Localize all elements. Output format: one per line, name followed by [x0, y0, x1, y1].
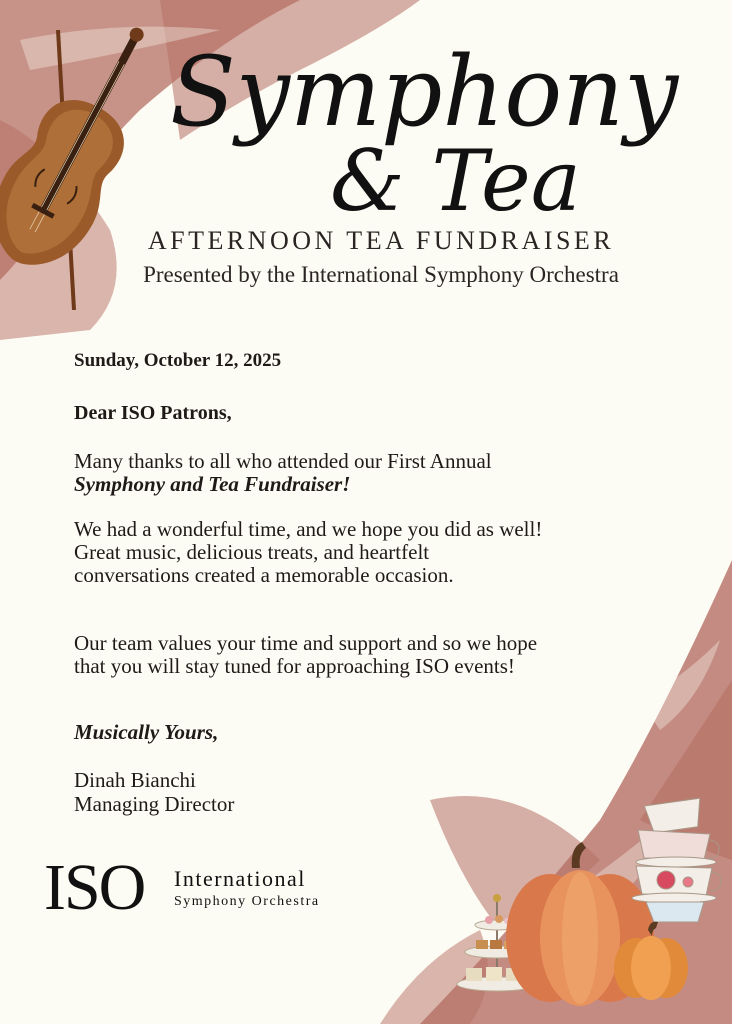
fundraiser-name: Symphony and Tea Fundraiser!	[74, 472, 351, 496]
presenter-line: Presented by the International Symphony Orchestra	[143, 262, 619, 287]
event-title	[150, 30, 690, 220]
letter-paragraph-3	[74, 632, 537, 678]
iso-logo-mark: ISO	[44, 851, 145, 924]
paragraph-3-line-2: that you will stay tuned for approaching ISO events!	[74, 654, 515, 678]
paragraph-3-line-1: Our team values your time and support and so we hope	[74, 631, 538, 655]
paragraph-1-line-1: Many thanks to all who attended our First Annual	[74, 449, 492, 473]
teacups-icon	[626, 790, 726, 930]
iso-logo-line-1: International	[174, 866, 306, 891]
paragraph-2-line-3: conversations created a memorable occasion.	[74, 563, 454, 587]
signer-title: Managing Director	[74, 792, 235, 816]
paragraph-2-line-1: We had a wonderful time, and we hope you did as well!	[74, 517, 543, 541]
title-line-2: & Tea	[330, 132, 581, 220]
letter-paragraph-1	[74, 450, 492, 496]
iso-logo	[44, 846, 374, 926]
iso-logo-line-2: Symphony Orchestra	[174, 894, 320, 909]
letter-paragraph-2	[74, 518, 542, 587]
letter-signer	[74, 768, 234, 816]
paragraph-2-line-2: Great music, delicious treats, and heartfelt	[74, 540, 430, 564]
title-line-1: Symphony	[170, 36, 679, 148]
letter-date: Sunday, October 12, 2025	[74, 350, 282, 371]
letter-salutation: Dear ISO Patrons,	[74, 402, 232, 424]
small-pumpkin-icon	[610, 920, 692, 1002]
signer-name: Dinah Bianchi	[74, 768, 196, 792]
letter-signoff: Musically Yours,	[74, 720, 219, 744]
event-subtitle: AFTERNOON TEA FUNDRAISER	[147, 226, 615, 255]
